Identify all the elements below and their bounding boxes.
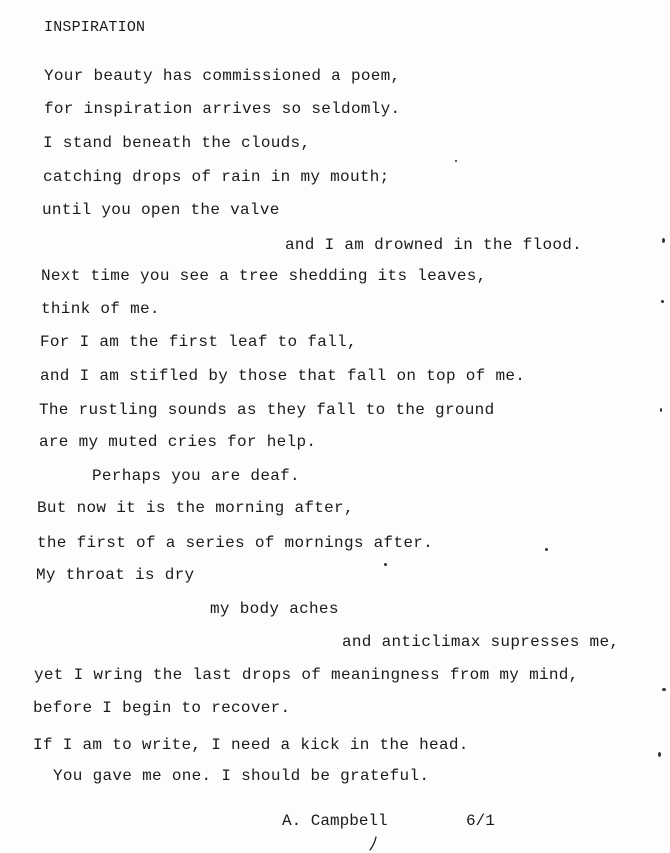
poem-line-14: But now it is the morning after, <box>37 499 354 517</box>
poem-line-19: yet I wring the last drops of meaningness from my mind, <box>34 666 579 684</box>
ink-speck <box>662 688 666 691</box>
poem-line-12: are my muted cries for help. <box>39 433 317 451</box>
poem-line-2: for inspiration arrives so seldomly. <box>44 100 401 118</box>
pen-stroke-mark <box>368 836 380 852</box>
poem-line-13: Perhaps you are deaf. <box>92 467 300 485</box>
poem-line-18: and anticlimax supresses me, <box>342 633 620 651</box>
poem-line-11: The rustling sounds as they fall to the ground <box>39 401 495 419</box>
ink-speck <box>455 160 457 162</box>
poem-line-6: and I am drowned in the flood. <box>285 236 583 254</box>
poem-line-9: For I am the first leaf to fall, <box>40 333 357 351</box>
poem-line-22: You gave me one. I should be grateful. <box>53 767 430 785</box>
author-signature: A. Campbell <box>282 812 388 830</box>
poem-line-7: Next time you see a tree shedding its leaves, <box>41 267 487 285</box>
ink-speck <box>661 300 664 303</box>
poem-line-8: think of me. <box>41 300 160 318</box>
ink-speck <box>662 238 665 243</box>
ink-speck <box>660 408 662 412</box>
poem-line-4: catching drops of rain in my mouth; <box>43 168 390 186</box>
date-notation: 6/1 <box>466 812 495 830</box>
poem-line-1: Your beauty has commissioned a poem, <box>44 67 401 85</box>
poem-line-10: and I am stifled by those that fall on top of me. <box>40 367 526 385</box>
ink-speck <box>384 563 387 566</box>
poem-line-20: before I begin to recover. <box>33 699 291 717</box>
poem-line-21: If I am to write, I need a kick in the head. <box>33 736 469 754</box>
poem-title: INSPIRATION <box>44 19 146 36</box>
poem-line-15: the first of a series of mornings after. <box>37 534 434 552</box>
poem-line-5: until you open the valve <box>42 201 280 219</box>
poem-line-17: my body aches <box>210 600 339 618</box>
ink-speck <box>545 548 548 551</box>
ink-speck <box>658 752 661 757</box>
poem-line-3: I stand beneath the clouds, <box>43 134 311 152</box>
poem-line-16: My throat is dry <box>36 566 195 584</box>
